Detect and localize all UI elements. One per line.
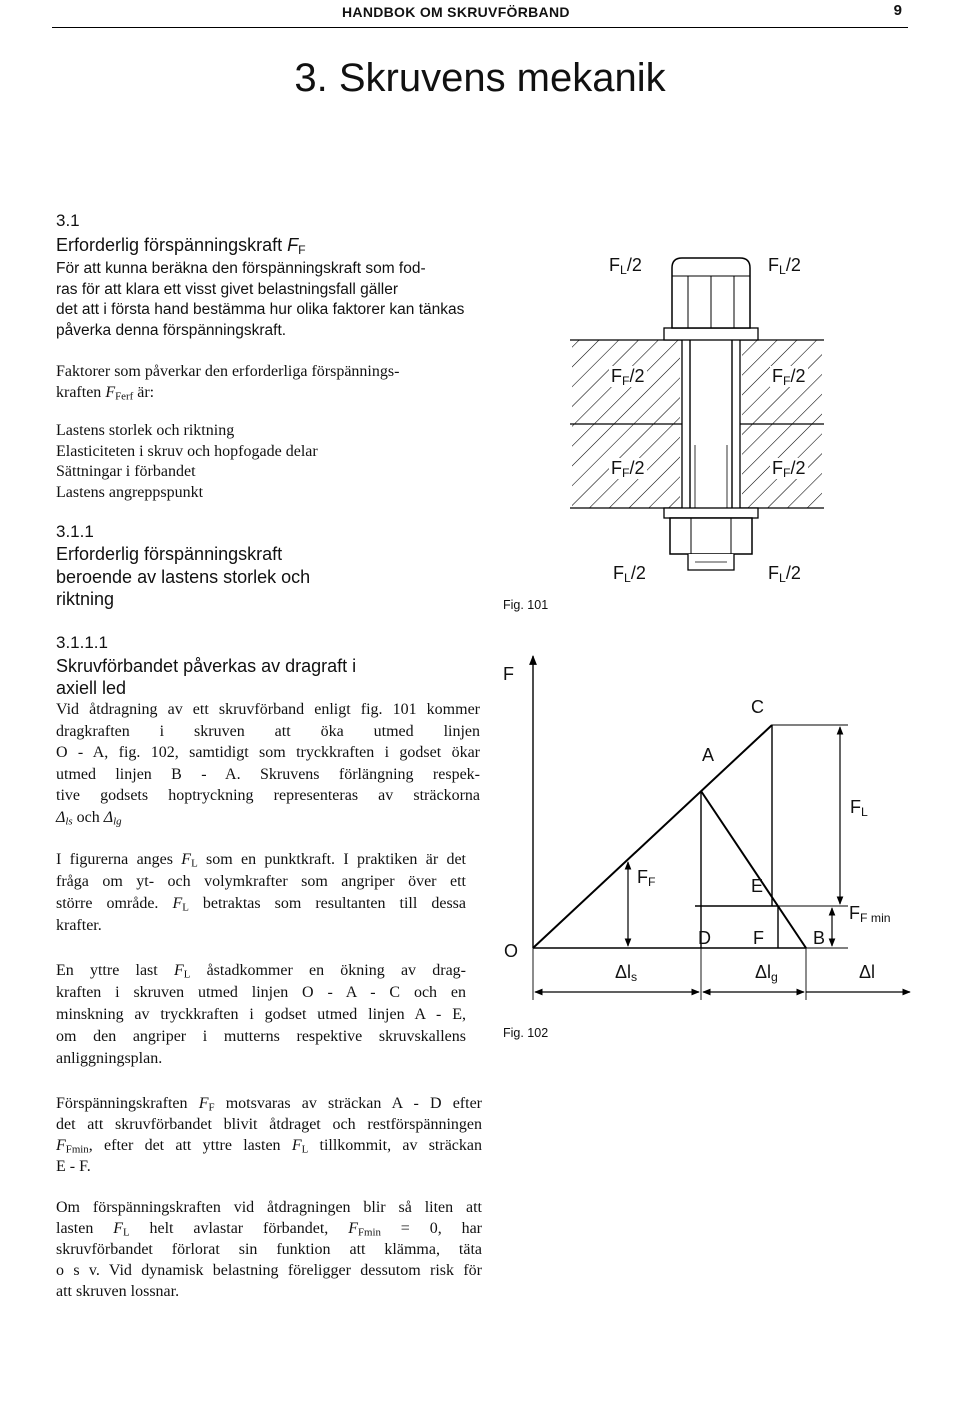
label-sym: F: [849, 903, 860, 923]
intro-line: För att kunna beräkna den förspänningskraft som fod-: [56, 260, 426, 277]
para-line: [56, 960, 466, 982]
para-line: O - A, fig. 102, samtidigt som tryckkraften i godset ökar: [56, 744, 480, 761]
force-sub: L: [301, 1143, 309, 1156]
force-sub: L: [182, 901, 189, 914]
label-delta: Δ: [615, 962, 628, 982]
para-text: tillkommit, av sträckan: [308, 1137, 483, 1154]
para-line: om den angriper i mutterns respektive skruvskallens: [56, 1028, 466, 1045]
label-post: /2: [626, 255, 642, 275]
factors-intro: [56, 362, 496, 403]
para-line: krafter.: [56, 917, 102, 934]
para-line: [56, 1135, 482, 1156]
label-delta: Δ: [755, 962, 768, 982]
label-sub: L: [620, 263, 627, 278]
fig102-label-b: B: [813, 928, 826, 948]
section-3-1-1-1-number: 3.1.1.1: [56, 633, 108, 652]
factors-symbol: F: [105, 383, 116, 401]
running-header-title: HANDBOK OM SKRUVFÖRBAND: [342, 4, 570, 20]
para-line: [56, 807, 480, 829]
para-forspanning: [56, 1093, 482, 1177]
label-sub: L: [779, 263, 786, 278]
para-line: anliggningsplan.: [56, 1050, 163, 1067]
label-sub: F: [648, 875, 656, 890]
label-post: /2: [785, 255, 801, 275]
material-stiffness-line: [701, 791, 806, 948]
label-post: /2: [629, 458, 645, 478]
factor-list-item: Lastens angreppspunkt: [56, 483, 204, 501]
para-line: dragkraften i skruven att öka utmed linjen: [56, 722, 480, 740]
label-sym: F: [772, 366, 783, 386]
heading-line: riktning: [56, 589, 115, 609]
label-sym: F: [637, 867, 648, 887]
heading-line: beroende av lastens storlek och: [56, 566, 311, 587]
section-3-1-heading-sub: F: [298, 243, 306, 258]
delta-symbol: Δ: [56, 808, 66, 826]
para-line: kraften i skruven utmed linjen O - A - C och en: [56, 984, 466, 1001]
para-line: [56, 1218, 482, 1239]
para-atdragning: [56, 699, 480, 828]
force-sub: F: [208, 1101, 215, 1114]
section-3-1-intro: [56, 259, 496, 341]
fig101-label-ff-upper-left: [609, 366, 647, 387]
fig101-label-fl-bottom-right: [768, 563, 801, 584]
label-sub: F: [622, 374, 630, 389]
label-sub: L: [861, 805, 868, 820]
section-3-1-1-1-heading: [56, 655, 356, 699]
fig101-label-ff-lower-right: [770, 458, 808, 479]
fig102-label-axis-f: F: [503, 664, 514, 684]
intro-line: det att i första hand bestämma hur olika faktorer kan tänkas: [56, 301, 465, 318]
force-sub: Fmin: [65, 1143, 89, 1156]
washer-bottom: [664, 508, 758, 518]
fig101-label-fl-top-left: [609, 255, 642, 276]
para-text: och: [72, 808, 104, 826]
para-line: att skruven lossnar.: [56, 1283, 180, 1300]
force-sub: L: [122, 1226, 130, 1239]
para-line: tive godsets hoptryckning representeras av sträckorna: [56, 787, 480, 804]
section-3-1-number: 3.1: [56, 211, 80, 230]
label-sym: F: [768, 563, 779, 583]
fig102-label-f: F: [753, 928, 764, 948]
label-post: /2: [790, 458, 806, 478]
para-text: Förspänningskraften: [56, 1095, 199, 1112]
fig-102-caption: Fig. 102: [503, 1026, 549, 1040]
para-avlastning: [56, 1197, 482, 1302]
force-symbol: F: [291, 1137, 302, 1154]
fig102-label-delta-lg: [752, 962, 781, 983]
fig102-label-e: E: [751, 876, 764, 896]
factors-line: Faktorer som påverkar den erforderliga förspännings-: [56, 363, 400, 380]
para-line: Om förspänningskraften vid åtdragningen blir så liten att: [56, 1199, 482, 1216]
para-text: betraktas som resultanten till dessa: [188, 895, 466, 912]
para-line: det att skruvförbandet blivit åtdraget och restförspänningen: [56, 1116, 482, 1133]
label-sym: F: [613, 563, 624, 583]
factor-list: [56, 421, 496, 503]
para-text: som en punktkraft. I praktiken är det: [197, 851, 466, 868]
section-3-1-heading-symbol: F: [287, 235, 299, 255]
label-sym: F: [611, 366, 622, 386]
para-line: minskning av tryckkraften i godset utmed linjen A - E,: [56, 1006, 466, 1023]
fig101-label-ff-upper-right: [770, 366, 808, 387]
fig102-label-ff-min: [849, 903, 891, 924]
force-symbol: F: [348, 1220, 358, 1237]
section-3-1-heading-text: Erforderlig förspänningskraft: [56, 235, 288, 255]
label-sym: F: [772, 458, 783, 478]
label-sub: g: [771, 970, 778, 985]
force-sub: Fmin: [357, 1226, 381, 1239]
para-punktkraft: [56, 849, 466, 937]
label-sub: F: [783, 374, 791, 389]
label-sym: l: [627, 962, 632, 982]
force-symbol: F: [198, 1095, 209, 1112]
fig102-label-a: A: [702, 745, 715, 765]
label-sub: F: [783, 466, 791, 481]
fig102-label-fl: [850, 797, 868, 818]
label-delta: Δ: [859, 962, 872, 982]
fig101-label-fl-bottom-left: [613, 563, 646, 584]
factors-text: kraften: [56, 383, 106, 401]
delta-sub: ls: [65, 815, 73, 828]
para-line: Vid åtdragning av ett skruvförband enligt fig. 101 kommer: [56, 701, 480, 718]
force-symbol: F: [56, 1137, 66, 1154]
label-sym: F: [609, 255, 620, 275]
intro-line: påverka denna förspänningskraft.: [56, 321, 287, 339]
label-sym: F: [768, 255, 779, 275]
label-post: /2: [630, 563, 646, 583]
delta-sub: lg: [113, 815, 122, 828]
section-3-1-heading: [56, 235, 306, 256]
force-sub: L: [183, 968, 191, 981]
heading-line: Skruvförbandet påverkas av dragraft i: [56, 656, 357, 676]
para-text: , efter det att yttre lasten: [88, 1137, 292, 1154]
label-sub: L: [624, 571, 631, 586]
para-line: [56, 1093, 482, 1114]
para-line: utmed linjen B - A. Skruvens förlängning respek-: [56, 765, 480, 783]
fig102-label-d: D: [698, 928, 711, 948]
para-line: skruvförbandet förlorat sin funktion att klämma, täta: [56, 1241, 482, 1258]
label-sym: F: [611, 458, 622, 478]
para-line: [56, 893, 466, 915]
force-sub: L: [191, 857, 198, 870]
fig101-label-fl-top-right: [768, 255, 801, 276]
bolt-hole: [682, 340, 740, 508]
heading-line: axiell led: [56, 678, 127, 698]
para-text: I figurerna anges: [56, 851, 182, 868]
fig102-label-o: O: [504, 941, 519, 961]
nut-outline: [670, 518, 752, 554]
label-sub: F: [622, 466, 630, 481]
nut: [670, 518, 752, 554]
para-text: motsvaras av sträckan A - D efter: [214, 1095, 482, 1112]
label-sym: F: [850, 797, 861, 817]
label-sub: L: [779, 571, 786, 586]
fig101-label-ff-lower-left: [609, 458, 647, 479]
factors-text: är:: [133, 383, 155, 401]
para-yttre-last: [56, 960, 466, 1070]
para-line: [56, 849, 466, 871]
bolt-head: [672, 258, 750, 328]
label-post: /2: [785, 563, 801, 583]
heading-line: Erforderlig förspänningskraft: [56, 544, 283, 564]
factor-list-item: Lastens storlek och riktning: [56, 422, 235, 439]
factors-sub: Ferf: [115, 390, 134, 403]
para-text: större område.: [56, 895, 173, 912]
factor-list-item: Elasticiteten i skruv och hopfogade delar: [56, 442, 318, 460]
delta-symbol: Δ: [103, 808, 114, 826]
force-symbol: F: [181, 851, 192, 868]
label-post: /2: [790, 366, 806, 386]
bolt-stiffness-line: [533, 725, 772, 948]
washer-top: [664, 328, 758, 340]
label-sub: F min: [860, 911, 891, 926]
label-sub: s: [631, 970, 638, 985]
label-post: /2: [629, 366, 645, 386]
section-3-1-1-number: 3.1.1: [56, 522, 94, 541]
factor-list-item: Sättningar i förbandet: [56, 463, 196, 480]
force-symbol: F: [173, 962, 184, 979]
para-text: En yttre last: [56, 962, 174, 979]
fig102-label-delta-ls: [612, 962, 640, 983]
para-line: fråga om yt- och volymkrafter som angriper över ett: [56, 873, 466, 890]
para-line: o s v. Vid dynamisk belastning föreligger dessutom risk för: [56, 1262, 482, 1279]
fig102-label-delta-l: [856, 962, 878, 983]
label-sym: l: [767, 962, 772, 982]
label-sym: l: [871, 962, 876, 982]
para-text: helt avlastar förbandet,: [129, 1220, 349, 1237]
chapter-title: 3. Skruvens mekanik: [294, 56, 666, 100]
para-text: åstadkommer en ökning av drag-: [190, 962, 467, 979]
intro-line: ras för att klara ett visst givet belastningsfall gäller: [56, 280, 399, 298]
force-symbol: F: [172, 895, 183, 912]
para-text: = 0, har: [380, 1220, 483, 1237]
page-number: 9: [893, 2, 902, 19]
fig102-label-ff: [637, 867, 655, 888]
running-header: [52, 0, 908, 28]
para-line: E - F.: [56, 1158, 91, 1175]
factors-line: [56, 383, 496, 404]
fig-101-caption: Fig. 101: [503, 598, 549, 612]
force-symbol: F: [113, 1220, 123, 1237]
fig102-label-c: C: [751, 697, 764, 717]
fig-101-bolt-joint-drawing: [560, 240, 850, 610]
para-text: lasten: [56, 1220, 114, 1237]
section-3-1-1-heading: [56, 543, 310, 611]
